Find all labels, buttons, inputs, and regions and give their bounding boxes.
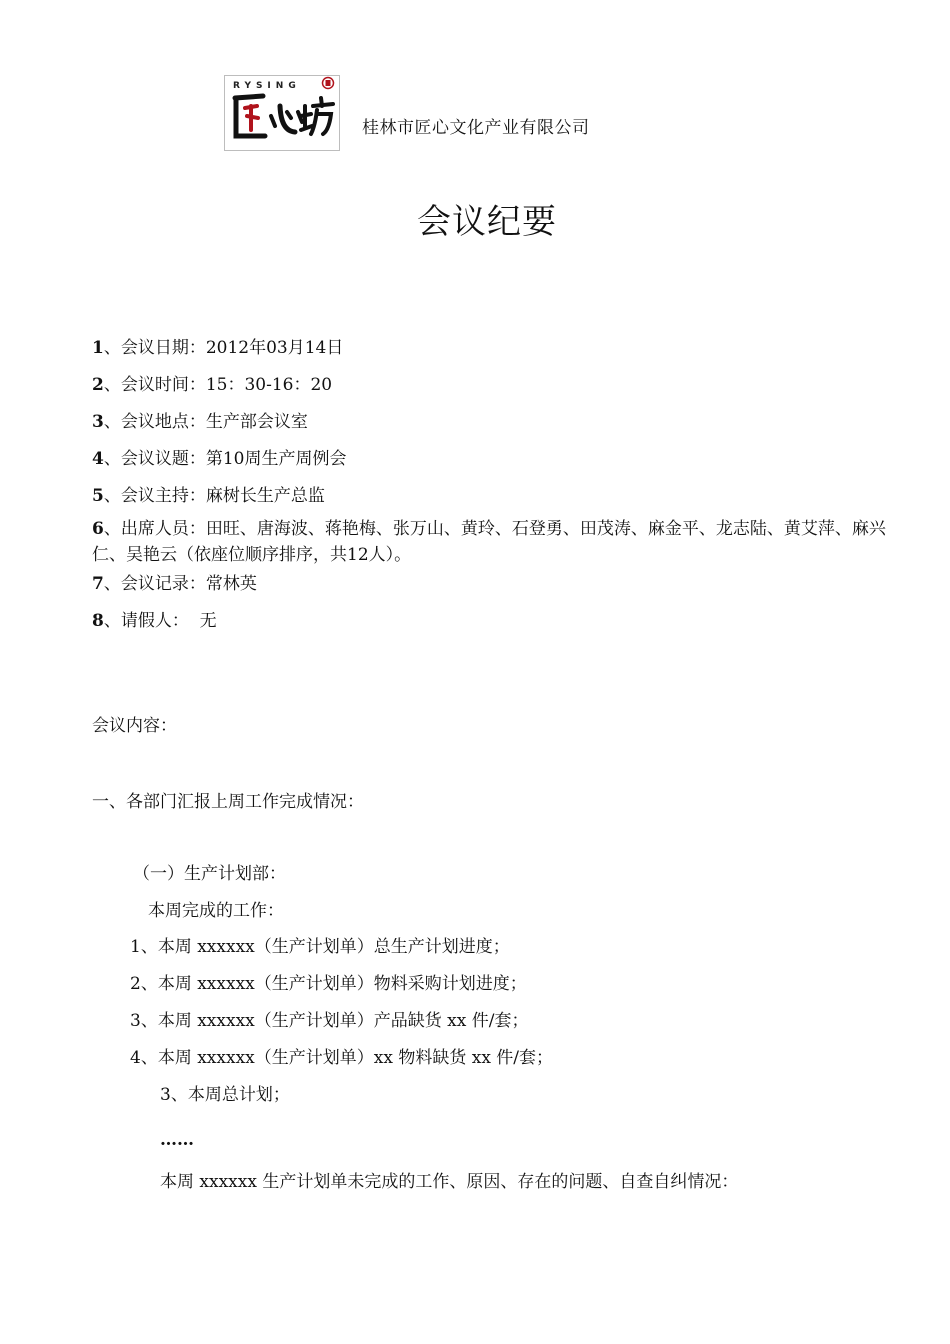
info-label: 、出席人员： <box>103 519 206 539</box>
task-item: 2、本周 xxxxxx（生产计划单）物料采购计划进度； <box>130 974 527 994</box>
info-label: 、请假人： <box>103 611 189 631</box>
company-logo <box>224 75 340 151</box>
info-number: 4 <box>92 449 104 469</box>
section-heading: 一、各部门汇报上周工作完成情况： <box>92 792 364 812</box>
done-label: 本周完成的工作： <box>148 901 284 921</box>
info-item-absent <box>92 609 217 633</box>
info-number: 1 <box>92 338 104 358</box>
task-item: 1、本周 xxxxxx（生产计划单）总生产计划进度； <box>130 937 510 957</box>
info-item-host <box>92 484 325 508</box>
info-number: 6 <box>92 519 104 539</box>
subsection-heading: （一）生产计划部： <box>133 864 286 884</box>
info-label: 、会议主持： <box>103 486 206 506</box>
ellipsis: …… <box>160 1130 194 1150</box>
content-heading: 会议内容： <box>92 716 177 736</box>
info-item-recorder <box>92 572 257 596</box>
info-value: 生产部会议室 <box>205 412 308 432</box>
logo-brand-text: RYSING <box>233 81 301 91</box>
info-value: 15：30-16：20 <box>205 375 333 395</box>
info-item-topic <box>92 447 346 471</box>
info-number: 8 <box>92 611 104 631</box>
info-value: 常林英 <box>205 574 257 594</box>
info-number: 2 <box>92 375 104 395</box>
info-label: 、会议地点： <box>103 412 206 432</box>
info-label: 、会议议题： <box>103 449 206 469</box>
info-label: 、会议记录： <box>103 574 206 594</box>
info-number: 5 <box>92 486 104 506</box>
info-item-location <box>92 410 308 434</box>
info-label: 、会议时间： <box>103 375 206 395</box>
info-item-time <box>92 373 332 397</box>
task-item-extra: 3、本周总计划； <box>160 1085 290 1105</box>
info-label: 、会议日期： <box>103 338 206 358</box>
info-value: 田旺、唐海波、蒋艳梅、张万山、黄玲、石登勇、田茂涛、麻金平、龙志陆、黄艾萍、麻兴仁、吴艳云（依座位顺序排序，共12人）。 <box>92 519 886 565</box>
info-value: 无 <box>188 611 217 631</box>
info-value: 第10周生产周例会 <box>205 449 347 469</box>
info-value: 麻树长生产总监 <box>205 486 325 506</box>
info-item-date <box>92 336 343 360</box>
info-number: 3 <box>92 412 104 432</box>
document-title: 会议纪要 <box>417 202 557 242</box>
info-number: 7 <box>92 574 104 594</box>
task-item: 3、本周 xxxxxx（生产计划单）产品缺货 xx 件/套； <box>130 1011 529 1031</box>
task-item: 4、本周 xxxxxx（生产计划单）xx 物料缺货 xx 件/套； <box>130 1048 554 1068</box>
unfinished-heading: 本周 xxxxxx 生产计划单未完成的工作、原因、存在的问题、自查自纠情况： <box>160 1172 739 1192</box>
info-value: 2012年03月14日 <box>205 338 344 358</box>
company-name: 桂林市匠心文化产业有限公司 <box>362 118 590 138</box>
info-item-attendees <box>92 516 887 568</box>
